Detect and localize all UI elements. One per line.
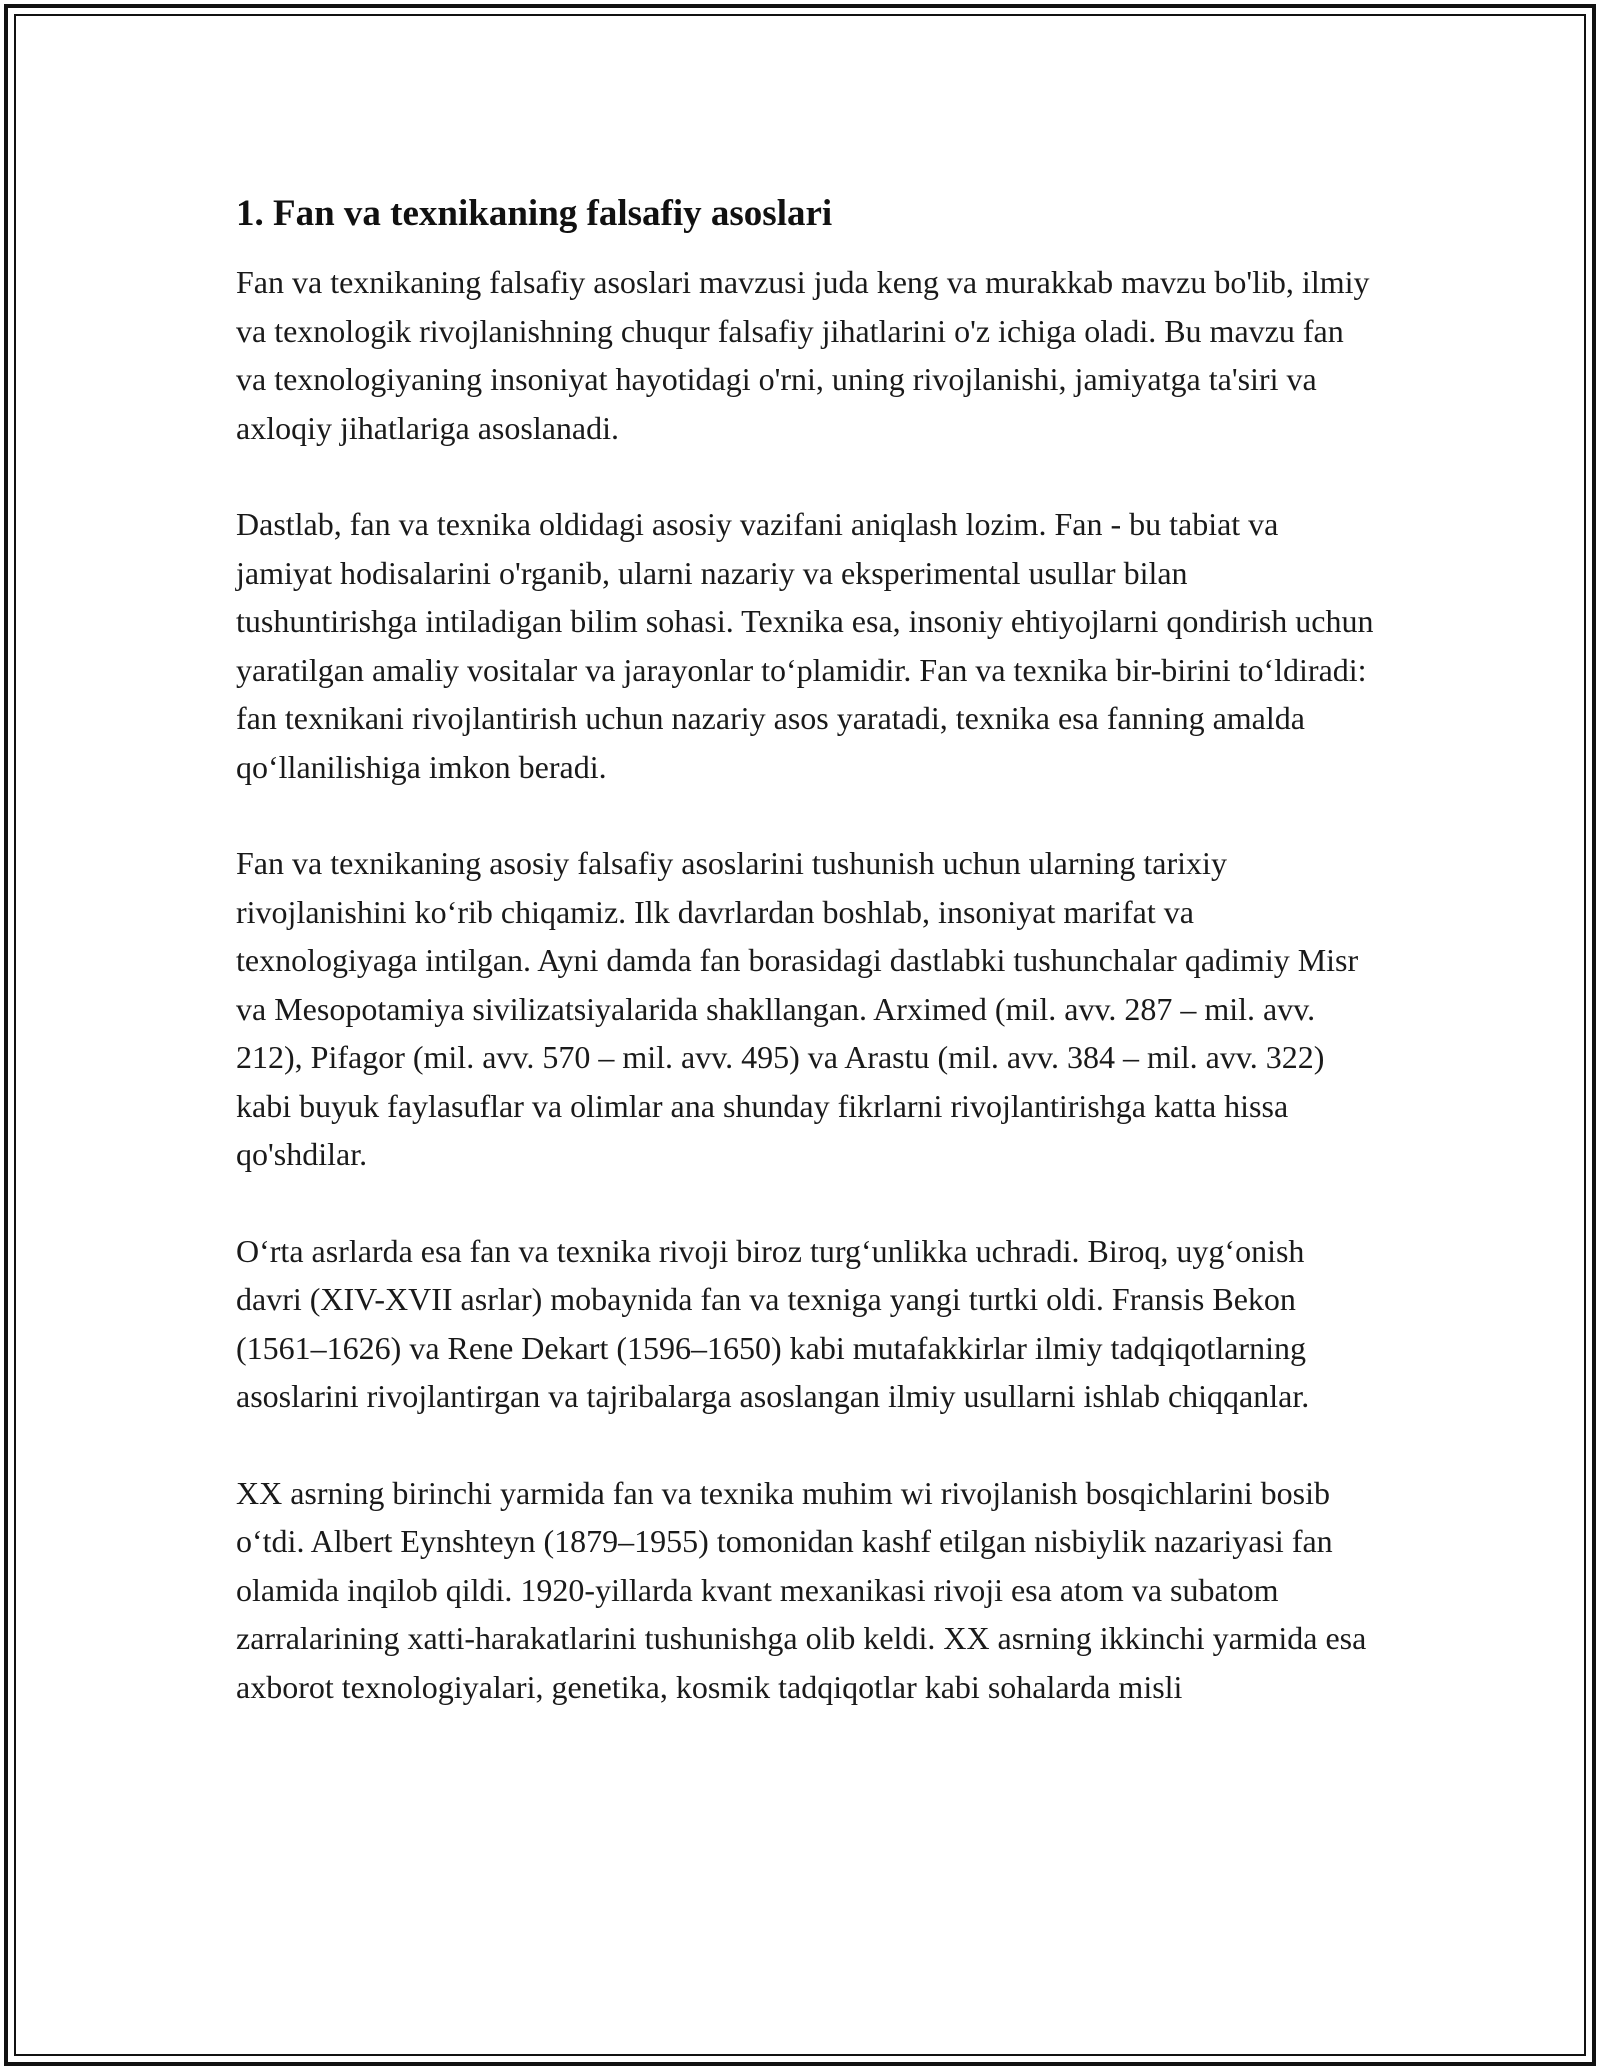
document-body <box>236 186 1376 1711</box>
paragraph-definitions: Dastlab, fan va texnika oldidagi asosiy vazifani aniqlash lozim. Fan - bu tabiat va jamiyat hodisalarini o'rganib, ularni nazariy va eksperimental usullar bilan tushuntirishga intiladigan bilim sohasi. Texnika esa, insoniy ehtiyojlarni qondirish uchun yaratilgan amaliy vositalar va jarayonlar to‘plamidir. Fan va texnika bir-birini to‘ldiradi: fan texnikani rivojlantirish uchun nazariy asos yaratadi, texnika esa fanning amalda qo‘llanilishiga imkon beradi. <box>236 506 1374 785</box>
paragraph-middle-ages: O‘rta asrlarda esa fan va texnika rivoji biroz turg‘unlikka uchradi. Biroq, uyg‘onish davri (XIV-XVII asrlar) mobaynida fan va texniga yangi turtki oldi. Fransis Bekon (1561–1626) va Rene Dekart (1596–1650) kabi mutafakkirlar ilmiy tadqiqotlarning asoslarini rivojlantirgan va tajribalarga asoslangan ilmiy usullarni ishlab chiqqanlar. <box>236 1232 1310 1414</box>
paragraph-twentieth-century: XX asrning birinchi yarmida fan va texnika muhim wi rivojlanish bosqichlarini bosib o‘tdi. Albert Eynshteyn (1879–1955) tomonidan kashf etilgan nisbiylik nazariyasi fan olamida inqilob qildi. 1920-yillarda kvant mexanikasi rivoji esa atom va subatom zarralarining xatti-harakatlarini tushunishga olib keldi. XX asrning ikkinchi yarmida esa axborot texnologiyalari, genetika, kosmik tadqiqotlar kabi sohalarda misli <box>236 1474 1367 1705</box>
paragraph-history: Fan va texnikaning asosiy falsafiy asoslarini tushunish uchun ularning tarixiy rivojlanishini ko‘rib chiqamiz. Ilk davrlardan boshlab, insoniyat marifat va texnologiyaga intilgan. Ayni damda fan borasidagi dastlabki tushunchalar qadimiy Misr va Mesopotamiya sivilizatsiyalarida shakllangan. Arximed (mil. avv. 287 – mil. avv. 212), Pifagor (mil. avv. 570 – mil. avv. 495) va Arastu (mil. avv. 384 – mil. avv. 322) kabi buyuk faylasuflar va olimlar ana shunday fikrlarni rivojlantirishga katta hissa qo'shdilar. <box>236 845 1359 1172</box>
section-heading: 1. Fan va texnikaning falsafiy asoslari <box>236 193 833 234</box>
paragraph-intro: Fan va texnikaning falsafiy asoslari mavzusi juda keng va murakkab mavzu bo'lib, ilmiy va texnologik rivojlanishning chuqur falsafiy jihatlarini o'z ichiga oladi. Bu mavzu fan va texnologiyaning insoniyat hayotidagi o'rni, uning rivojlanishi, jamiyatga ta'siri va axloqiy jihatlariga asoslanadi. <box>236 264 1370 446</box>
